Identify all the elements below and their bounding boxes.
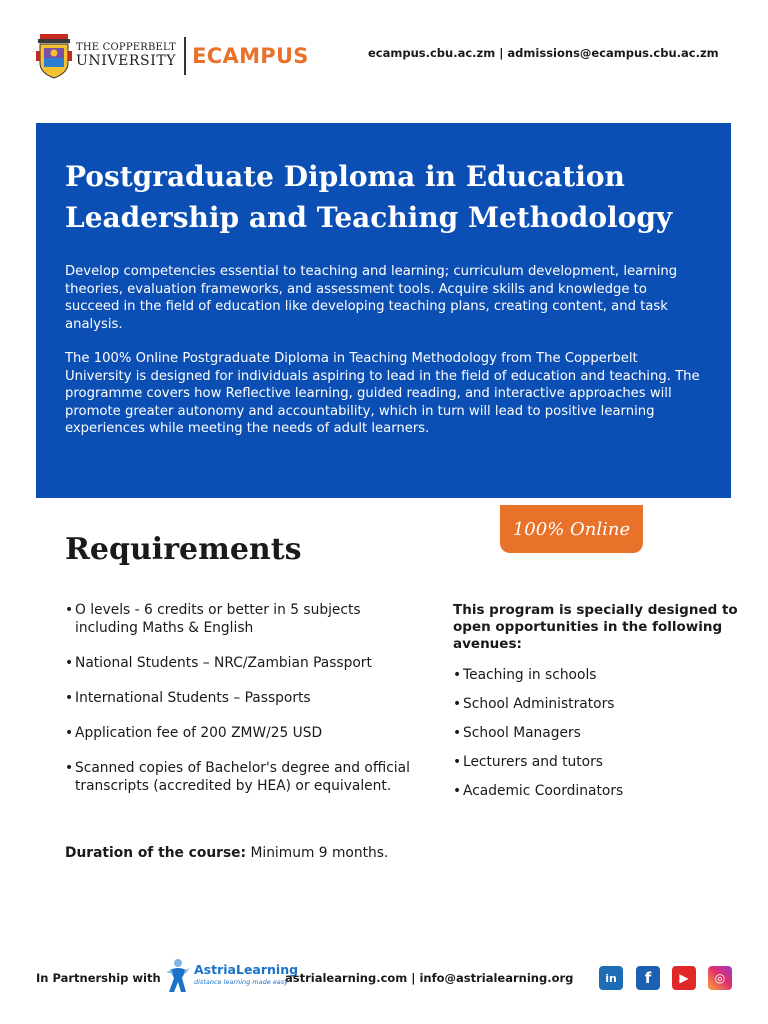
avenue-item: • School Administrators — [453, 696, 743, 725]
avenue-item: • Lecturers and tutors — [453, 754, 743, 783]
footer-links[interactable]: astrialearning.com | info@astrialearning.org — [285, 971, 574, 985]
avenue-item: • School Managers — [453, 725, 743, 754]
facebook-icon[interactable]: f — [636, 966, 660, 990]
astria-logo[interactable] — [164, 954, 299, 998]
requirements-heading: Requirements — [65, 532, 302, 567]
course-duration — [65, 845, 388, 861]
requirement-item: • Application fee of 200 ZMW/25 USD — [65, 725, 410, 760]
university-name — [76, 43, 176, 68]
ecampus-brand: ECAMPUS — [192, 44, 309, 68]
linkedin-icon[interactable]: in — [599, 966, 623, 990]
program-banner — [36, 123, 731, 498]
requirement-item: • O levels - 6 credits or better in 5 subjects including Maths & English — [65, 602, 410, 655]
footer — [0, 950, 768, 1006]
requirements-list — [65, 602, 410, 830]
program-description-1: Develop competencies essential to teaching and learning; curriculum development, learning theories, evaluation frameworks, and assessment tools. Acquire skills and knowledge to succeed in the field of education like developing teaching plans, creating content, and task analysis. — [65, 264, 678, 332]
requirement-item: • International Students – Passports — [65, 690, 410, 725]
program-title: Postgraduate Diploma in Education Leadership and Teaching Methodology — [65, 160, 673, 234]
astria-name-a: Astria — [194, 962, 236, 977]
university-name-line1: THE COPPERBELT — [76, 42, 176, 54]
university-name-line2: UNIVERSITY — [76, 52, 177, 69]
duration-label: Duration of the course: — [65, 845, 247, 861]
astria-name — [194, 962, 298, 977]
astria-figure-icon — [164, 956, 192, 996]
online-badge: 100% Online — [500, 505, 643, 553]
astria-tagline: distance learning made easy — [194, 978, 289, 986]
youtube-icon[interactable]: ▶ — [672, 966, 696, 990]
requirement-item: • National Students – NRC/Zambian Passport — [65, 655, 410, 690]
university-crest-icon — [36, 33, 72, 79]
program-description-2: The 100% Online Postgraduate Diploma in Teaching Methodology from The Copperbelt University is designed for individuals aspiring to lead in the field of education and teaching. The programme covers how Reflective learning, guided reading, and interactive approaches will promote greater autonomy and accountability, which in turn will lead to positive learning experiences while meeting the needs of adult learners. — [65, 351, 700, 436]
instagram-icon[interactable]: ◎ — [708, 966, 732, 990]
partner-label: In Partnership with — [36, 971, 161, 985]
avenue-item: • Academic Coordinators — [453, 783, 743, 812]
avenues-list — [453, 667, 743, 812]
university-logo[interactable] — [36, 33, 309, 79]
avenue-item: • Teaching in schools — [453, 667, 743, 696]
astria-name-b: Learning — [235, 962, 299, 977]
avenues-heading: This program is specially designed to open opportunities in the following avenues: — [453, 602, 738, 652]
logo-divider — [184, 37, 186, 75]
header-contact[interactable]: ecampus.cbu.ac.zm | admissions@ecampus.cbu.ac.zm — [368, 46, 719, 60]
duration-value: Minimum 9 months. — [250, 845, 389, 861]
requirement-item: • Scanned copies of Bachelor's degree and official transcripts (accredited by HEA) or equivalent. — [65, 760, 410, 830]
header — [0, 0, 768, 100]
